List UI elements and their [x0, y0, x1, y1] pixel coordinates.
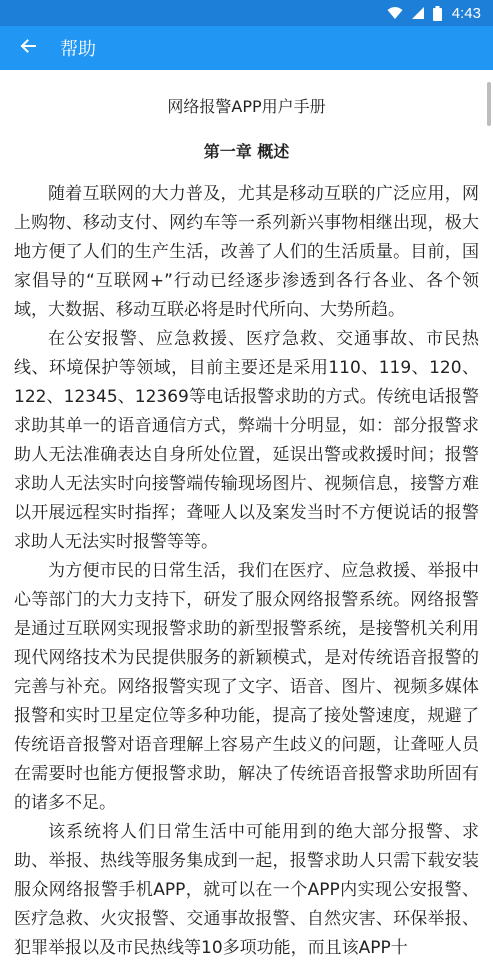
- arrow-left-icon: [20, 38, 36, 58]
- page-title: 帮助: [60, 39, 96, 60]
- signal-icon: [411, 6, 425, 20]
- document-title: 网络报警APP用户手册: [167, 97, 326, 116]
- paragraph: 随着互联网的大力普及，尤其是移动互联的广泛应用，网上购物、移动支付、网约车等一系列新兴事物相继出现，极大地方便了人们的生产生活，改善了人们的生活质量。目前，国家倡导的“互联网+”行动已经逐步渗透到各行各业、各个领域，大数据、移动互联必将是时代所向、大势所趋。: [14, 184, 479, 320]
- help-content-scroll[interactable]: [0, 70, 493, 958]
- chapter-title: 第一章 概述: [203, 142, 290, 161]
- paragraph: 该系统将人们日常生活中可能用到的绝大部分报警、求助、举报、热线等服务集成到一起，报警求助人只需下载安装服众网络报警手机APP，就可以在一个APP内实现公安报警、医疗急救、火灾报警、交通事故报警、自然灾害、环保举报、犯罪举报以及市民热线等10多项功能，而且该APP十: [14, 822, 479, 958]
- app-bar: [0, 26, 493, 70]
- paragraph: 为方便市民的日常生活，我们在医疗、应急救援、举报中心等部门的大力支持下，研发了服众网络报警系统。网络报警是通过互联网实现报警求助的新型报警系统，是接警机关利用现代网络技术为民提供服务的新颖模式，是对传统语音报警的完善与补充。网络报警实现了文字、语音、图片、视频多媒体报警和实时卫星定位等多种功能，提高了接处警速度，规避了传统语音报警对语音理解上容易产生歧义的问题，让聋哑人员在需要时也能方便报警求助，解决了传统语音报警求助所固有的诸多不足。: [14, 561, 479, 813]
- battery-icon: [433, 6, 442, 21]
- scrollbar-thumb[interactable]: [487, 82, 491, 126]
- status-time: 4:43: [451, 4, 481, 22]
- help-document: [0, 70, 493, 963]
- back-button[interactable]: [0, 26, 56, 70]
- paragraph: 在公安报警、应急救援、医疗急救、交通事故、市民热线、环境保护等领域，目前主要还是采用110、119、120、122、12345、12369等电话报警求助的方式。传统电话报警求助其单一的语音通信方式，弊端十分明显，如：部分报警求助人无法准确表达自身所处位置，延误出警或救援时间；报警求助人无法实时向接警端传输现场图片、视频信息，接警方难以开展远程实时指挥；聋哑人以及案发当时不方便说话的报警求助人无法实时报警等等。: [14, 329, 479, 552]
- status-bar: [0, 0, 493, 26]
- wifi-icon: [387, 6, 403, 20]
